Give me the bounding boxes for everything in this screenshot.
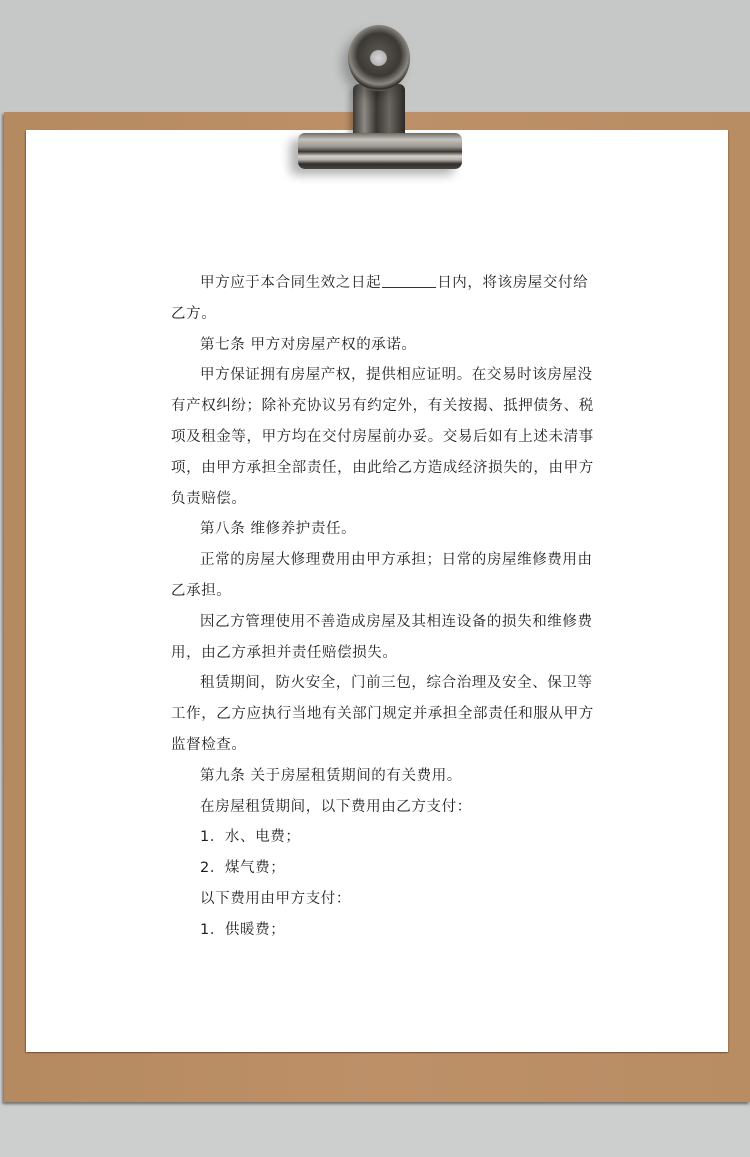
paragraph-line: 租赁期间，防火安全，门前三包，综合治理及安全、保卫等: [200, 675, 593, 692]
paragraph-line: 用，由乙方承担并责任赔偿损失。: [171, 644, 398, 661]
paragraph-line: [171, 268, 589, 299]
paragraph-line: 正常的房屋大修理费用由甲方承担；日常的房屋维修费用由: [200, 552, 593, 569]
article-heading-7: 第七条 甲方对房屋产权的承诺。: [200, 336, 417, 353]
binder-clip-neck: [353, 84, 405, 140]
binder-clip-hole: [370, 50, 387, 66]
paragraph-line: 以下费用由甲方支付：: [200, 890, 351, 907]
blank-fill-line: [382, 271, 436, 288]
contract-text: [171, 268, 594, 946]
list-item: 1．供暖费；: [200, 921, 286, 938]
list-item: 1．水、电费；: [200, 829, 301, 846]
paragraph-line: 监督检查。: [171, 736, 247, 753]
list-item: 2．煤气费；: [200, 860, 286, 877]
binder-clip-base: [298, 133, 462, 169]
paragraph-line: 负责赔偿。: [171, 490, 247, 507]
paragraph-line: 甲方保证拥有房屋产权，提供相应证明。在交易时该房屋没: [200, 367, 593, 384]
paragraph-line: 乙承担。: [171, 582, 232, 599]
article-heading-9: 第九条 关于房屋租赁期间的有关费用。: [200, 767, 462, 784]
paragraph-line: 乙方。: [171, 305, 217, 322]
text-segment: 甲方应于本合同生效之日起: [200, 275, 382, 291]
paragraph-line: 工作，乙方应执行当地有关部门规定并承担全部责任和服从甲方: [171, 706, 594, 723]
article-heading-8: 第八条 维修养护责任。: [200, 521, 357, 538]
paragraph-line: 在房屋租赁期间，以下费用由乙方支付：: [200, 798, 472, 815]
paragraph-line: 因乙方管理使用不善造成房屋及其相连设备的损失和维修费: [200, 613, 593, 630]
paragraph-line: 有产权纠纷；除补充协议另有约定外，有关按揭、抵押债务、税: [171, 398, 594, 415]
paragraph-line: 项，由甲方承担全部责任，由此给乙方造成经济损失的，由甲方: [171, 459, 594, 476]
paragraph-line: 项及租金等，甲方均在交付房屋前办妥。交易后如有上述未清事: [171, 428, 594, 445]
text-segment: 日内，将该房屋交付给: [437, 275, 589, 291]
